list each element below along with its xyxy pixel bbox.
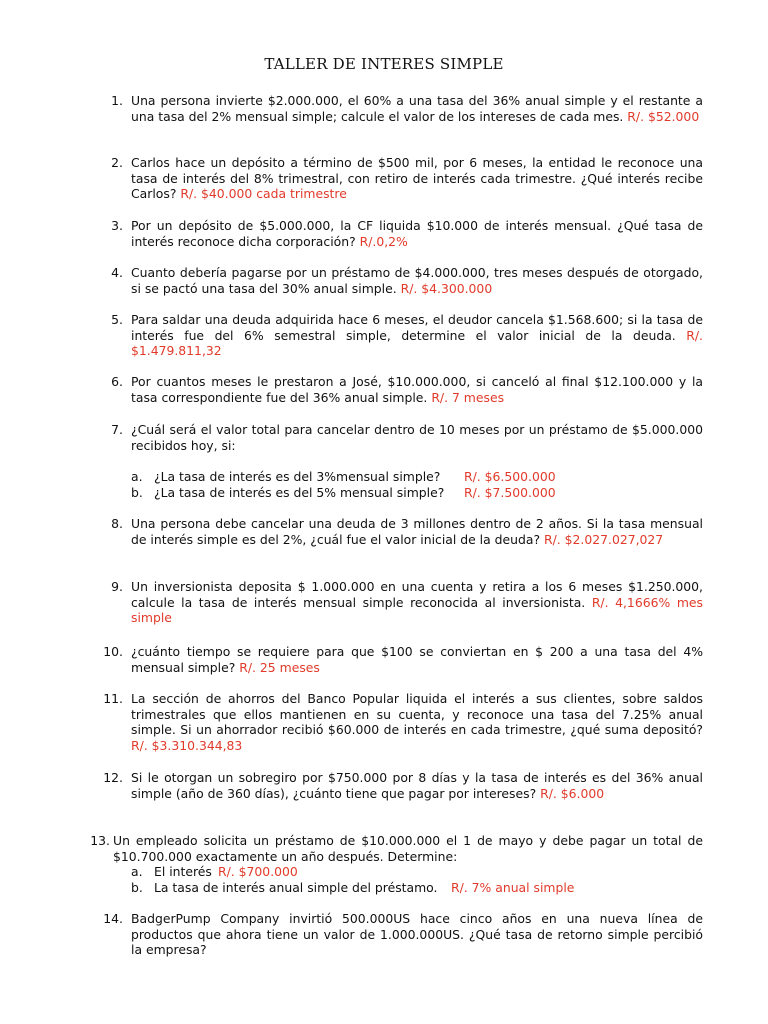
exercise-text: Una persona debe cancelar una deuda de 3 millones dentro de 2 años. Si la tasa mensual de interés simple es del 2%, ¿cuál fue el valor inicial de la deuda? [131, 516, 703, 547]
exercise-8 [111, 516, 703, 547]
option-letter: b. [131, 880, 143, 895]
exercise-text: Cuanto debería pagarse por un préstamo de $4.000.000, tres meses después de otorgado, si se pactó una tasa del 30% anual simple. [131, 265, 703, 296]
exercise-answer: R/. 4,1666% mes simple [131, 594, 703, 626]
exercise-number: 8. [111, 516, 123, 531]
exercise-text: Por un depósito de $5.000.000, la CF liquida $10.000 de interés mensual. ¿Qué tasa de interés reconoce dicha corporación? [131, 218, 703, 249]
exercise-text: La sección de ahorros del Banco Popular liquida el interés a sus clientes, sobre saldos trimestrales que ellos mantienen en su cuenta, y reconoce una tasa del 7.25% anual simple. Si un ahorrador recibió $60.000 de interés en cada trimestre, ¿qué suma depositó? [131, 691, 703, 738]
exercise-number: 10. [103, 644, 123, 659]
exercise-number: 13. [90, 833, 110, 848]
exercise-answer: R/. $52.000 [627, 108, 700, 124]
exercise-answer: R/. 7 meses [431, 389, 505, 405]
exercise-number: 12. [103, 770, 123, 785]
exercise-number: 9. [111, 579, 123, 594]
exercise-13 [90, 833, 703, 864]
exercise-number: 6. [111, 374, 123, 389]
exercise-number: 14. [103, 911, 123, 926]
exercise-4 [111, 265, 703, 296]
exercise-answer: R/. 25 meses [239, 659, 320, 675]
exercise-text: Un empleado solicita un préstamo de $10.000.000 el 1 de mayo y debe pagar un total de $10.700.000 exactamente un año después. Determine: [113, 833, 703, 864]
option-text: El interés [154, 864, 212, 879]
exercise-number: 2. [111, 155, 123, 170]
exercise-answer: R/. $3.310.344,83 [131, 738, 243, 754]
exercise-text: Para saldar una deuda adquirida hace 6 meses, el deudor cancela $1.568.600; si la tasa de interés fue del 6% semestral simple, determine el valor inicial de la deuda. [131, 312, 703, 343]
option-answer: R/. $6.500.000 [464, 469, 556, 484]
option-letter: a. [131, 864, 143, 879]
exercise-11 [103, 691, 703, 754]
exercise-answer: R/. $4.300.000 [400, 280, 493, 296]
option-letter: a. [131, 469, 143, 484]
option-letter: b. [131, 485, 143, 500]
exercise-answer: R/.0,2% [359, 233, 408, 249]
exercise-10 [103, 644, 703, 675]
exercise-5 [111, 312, 703, 359]
exercise-12 [103, 770, 703, 801]
exercise-9 [111, 579, 703, 626]
exercise-2 [111, 155, 703, 202]
exercise-6 [111, 374, 703, 405]
exercise-number: 4. [111, 265, 123, 280]
exercise-3 [111, 218, 703, 249]
exercise-text: Un inversionista deposita $ 1.000.000 en una cuenta y retira a los 6 meses $1.250.000, calcule la tasa de interés mensual simple reconocida al inversionista. [131, 579, 703, 610]
exercise-text: ¿Cuál será el valor total para cancelar dentro de 10 meses por un préstamo de $5.000.000 recibidos hoy, si: [131, 422, 703, 453]
exercise-number: 7. [111, 422, 123, 437]
document-title: TALLER DE INTERES SIMPLE [264, 55, 504, 73]
exercise-text: BadgerPump Company invirtió 500.000US hace cinco años en una nueva línea de productos que ahora tiene un valor de 1.000.000US. ¿Qué tasa de retorno simple percibió la empresa? [131, 911, 703, 958]
exercise-number: 1. [111, 93, 123, 108]
exercise-text: ¿cuánto tiempo se requiere para que $100 se conviertan en $ 200 a una tasa del 4% mensual simple? [131, 644, 703, 675]
exercise-text: Una persona invierte $2.000.000, el 60% a una tasa del 36% anual simple y el restante a una tasa del 2% mensual simple; calcule el valor de los intereses de cada mes. [131, 93, 703, 124]
exercise-number: 5. [111, 312, 123, 327]
exercise-7 [111, 422, 703, 453]
exercise-14 [103, 911, 703, 958]
option-text: ¿La tasa de interés es del 3%mensual simple? [154, 469, 441, 484]
exercise-text: Si le otorgan un sobregiro por $750.000 por 8 días y la tasa de interés es del 36% anual simple (año de 360 días), ¿cuánto tiene que pagar por intereses? [131, 770, 703, 801]
exercise-answer: R/. $2.027.027,027 [543, 531, 664, 547]
option-answer: R/. $7.500.000 [464, 485, 556, 500]
exercise-text: Carlos hace un depósito a término de $500 mil, por 6 meses, la entidad le reconoce una tasa de interés del 8% trimestral, con retiro de interés cada trimestre. ¿Qué interés recibe Carlos? [131, 155, 703, 202]
exercise-answer: R/. $40.000 cada trimestre [180, 186, 347, 202]
exercise-answer: R/. $6.000 [540, 785, 605, 801]
exercise-1 [111, 93, 703, 124]
option-answer: R/. 7% anual simple [451, 880, 575, 895]
exercise-number: 11. [103, 691, 123, 706]
exercise-number: 3. [111, 218, 123, 233]
option-answer: R/. $700.000 [218, 864, 298, 879]
exercise-text: Por cuantos meses le prestaron a José, $10.000.000, si canceló al final $12.100.000 y la tasa correspondiente fue del 36% anual simple. [131, 374, 703, 405]
option-text: ¿La tasa de interés es del 5% mensual simple? [154, 485, 445, 500]
option-text: La tasa de interés anual simple del préstamo. [154, 880, 438, 895]
exercise-answer: R/. $1.479.811,32 [131, 327, 703, 359]
